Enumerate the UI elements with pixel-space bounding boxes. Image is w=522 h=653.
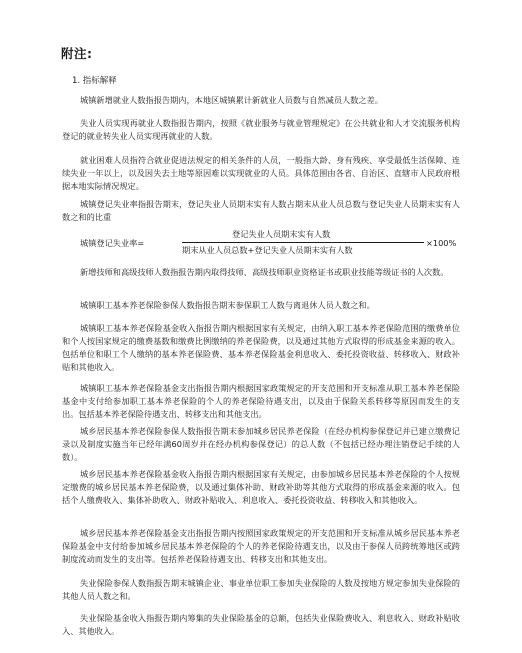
paragraph: 城镇登记失业率指报告期末，登记失业人员期末实有人数占期末从业人员总数与登记失业人员期末实有人数之和的比重 <box>62 199 460 222</box>
paragraph: 失业保险基金收入指报告期内筹集的失业保险基金的总额，包括失业保险费收入、利息收入、财政补贴收入、其他收入。 <box>62 613 460 636</box>
unemployment-rate-formula <box>80 229 460 259</box>
formula-numerator: 登记失业人员期末实有人数 <box>232 229 331 239</box>
formula-label: 城镇登记失业率= <box>80 238 145 248</box>
paragraph: 城镇职工基本养老保险基金支出指报告期内根据国家政策规定的开支范围和开支标准从职工基本养老保险基金中支付给参加职工基本养老保险的个人的养老保险待遇支出，以及由于保险关系转移等原因而发生的支出。包括基本养老保险待遇支出、转移支出和其他支出。 <box>62 383 460 419</box>
paragraph: 城镇新增就业人数指报告期内，本地区城镇累计新就业人员数与自然减员人数之差。 <box>80 95 383 105</box>
paragraph: 城镇职工基本养老保险参保人数指报告期末参保职工人数与离退休人员人数之和。 <box>80 300 375 310</box>
paragraph: 失业人员实现再就业人数指报告期内，按照《就业服务与就业管理规定》在公共就业和人才交流服务机构登记的就业转失业人员实现再就业的人数。 <box>62 118 460 141</box>
paragraph: 城镇职工基本养老保险基金收入指报告期内根据国家有关规定，由纳入职工基本养老保险范围的缴费单位和个人按国家规定的缴费基数和缴费比例缴纳的养老保险费，以及通过其他方式取得的形成基金来源的收入。包括单位和职工个人缴纳的基本养老保险费、基本养老保险基金利息收入、委托投资收益、转移收入、财政补贴和其他收入。 <box>62 323 460 372</box>
paragraph: 就业困难人员指符合就业促进法规定的相关条件的人员，一般指大龄、身有残疾、享受最低生活保障、连续失业一年以上，以及因失去土地等原因难以实现就业的人员。具体范围由各省、自治区、直辖市人民政府根据本地实际情况规定。 <box>62 155 460 191</box>
section-title: 1. 指标解释 <box>72 76 117 86</box>
formula-multiplier: ×100% <box>426 238 457 248</box>
fraction-bar <box>182 242 424 243</box>
notes-heading: 附注: <box>61 46 93 61</box>
paragraph: 新增技师和高级技师人数指报告期内取得技师、高级技师职业资格证书或职业技能等级证书的人次数。 <box>80 267 449 277</box>
formula-denominator: 期末从业人员总数+登记失业人员期末实有人数 <box>182 245 353 255</box>
paragraph: 失业保险参保人数指报告期末城镇企业、事业单位职工参加失业保险的人数及按地方规定参加失业保险的其他人员人数之和。 <box>62 578 460 601</box>
paragraph: 城乡居民基本养老保险基金支出指报告期内按照国家政策规定的开支范围和开支标准从城乡居民基本养老保险基金中支付给参加城乡居民基本养老保险的个人的养老保险待遇支出，以及由于参保人员跨统筹地区或跨制度流动而发生的支出等。包括养老保险待遇支出、转移支出和其他支出。 <box>62 528 460 564</box>
paragraph: 城乡居民基本养老保险参保人数指报告期末参加城乡居民养老保险（在经办机构参保登记并已建立缴费记录以及制度实施当年已经年满60周岁并在经办机构参保登记）的总人数（不包括已经办理注销登记手续的人数）。 <box>62 426 460 462</box>
paragraph: 城乡居民基本养老保险基金收入指报告期内根据国家有关规定，由参加城乡居民基本养老保险的个人按规定缴费的城乡居民基本养老保险费，以及通过集体补助、财政补助等其他方式取得的形成基金来源的收入。包括个人缴费收入、集体补助收入、财政补贴收入、利息收入、委托投资收益、转移收入和其他收入。 <box>62 469 460 505</box>
